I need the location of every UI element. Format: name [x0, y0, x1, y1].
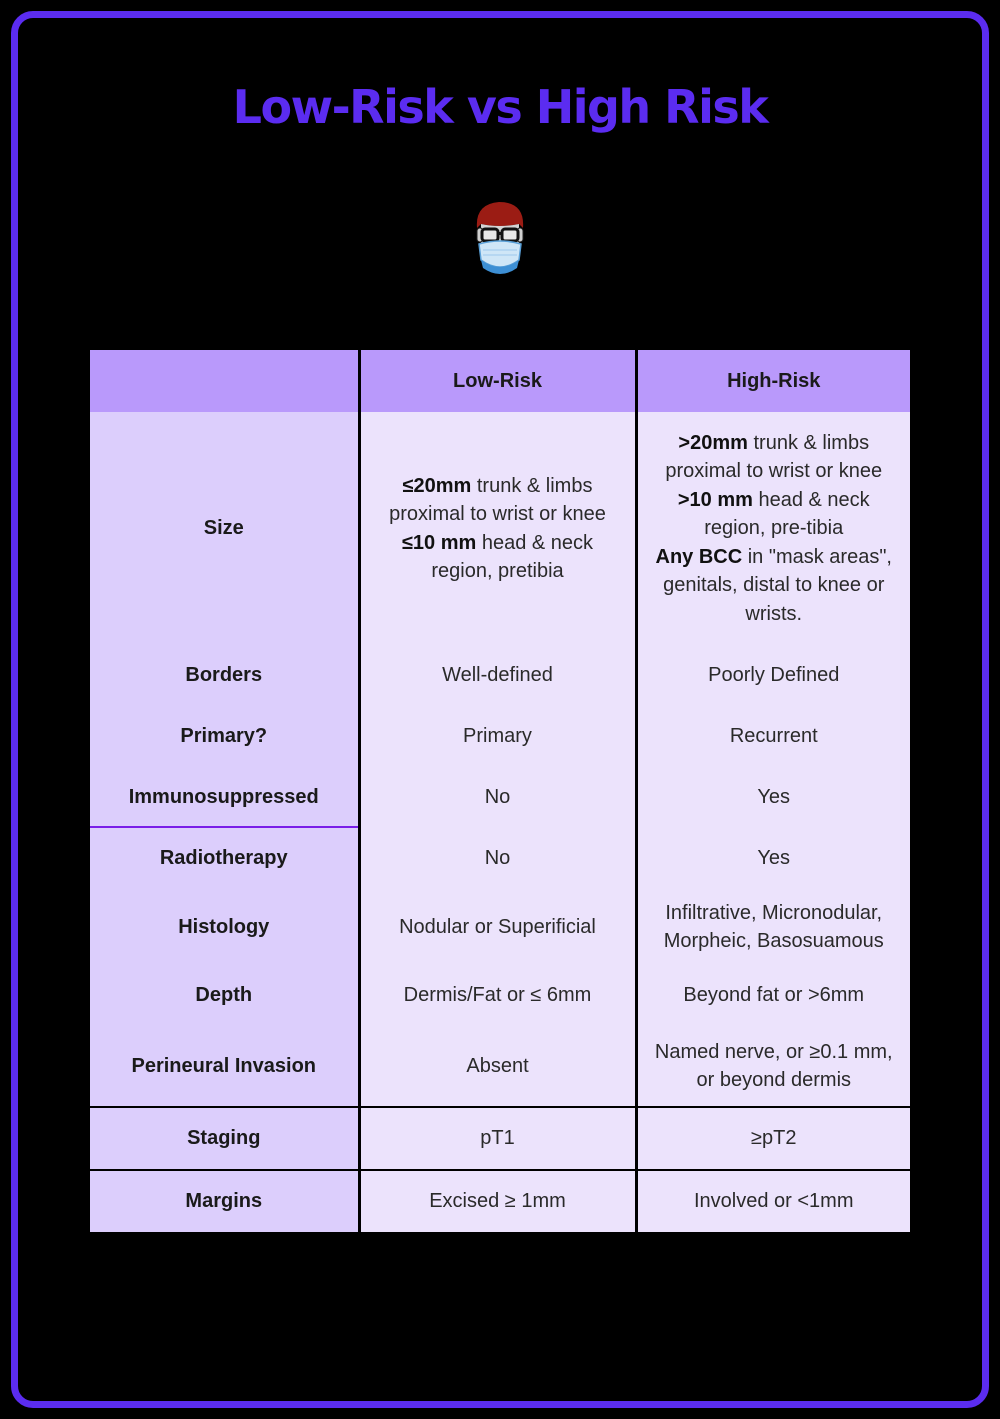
row-label: Histology	[90, 889, 359, 965]
row-label: Staging	[90, 1107, 359, 1170]
bold-criterion: >10 mm	[677, 488, 753, 511]
low-risk-cell: No	[359, 828, 636, 889]
criterion-text: head & neck region, pre-tibia	[704, 488, 870, 540]
table-row-borders	[90, 645, 910, 706]
row-label: Size	[90, 412, 359, 645]
low-risk-cell: Dermis/Fat or ≤ 6mm	[359, 965, 636, 1026]
low-risk-cell: Absent	[359, 1026, 636, 1107]
high-risk-cell: Poorly Defined	[636, 645, 910, 706]
criterion-text: in "mask areas", genitals, distal to knee or wrists.	[663, 545, 892, 625]
table-row-depth	[90, 965, 910, 1026]
row-label: Perineural Invasion	[90, 1026, 359, 1107]
row-label: Depth	[90, 965, 359, 1026]
low-risk-cell: Well-defined	[359, 645, 636, 706]
high-risk-cell: ≥pT2	[636, 1107, 910, 1170]
header-high-risk: High-Risk	[636, 350, 910, 412]
page-title: Low-Risk vs High Risk	[232, 80, 768, 134]
criterion-text: head & neck region, pretibia	[431, 531, 594, 582]
low-risk-cell: No	[359, 767, 636, 828]
low-risk-cell: Nodular or Superificial	[359, 889, 636, 965]
low-risk-cell: pT1	[359, 1107, 636, 1170]
table-row-staging	[90, 1107, 910, 1170]
table-row-size	[90, 412, 910, 645]
row-label: Immunosuppressed	[90, 767, 359, 828]
risk-comparison-table	[90, 350, 910, 1232]
table-header-row	[90, 350, 910, 412]
table-row-perineural-invasion	[90, 1026, 910, 1107]
table-row-immunosuppressed	[90, 767, 910, 828]
table-row-primary	[90, 706, 910, 767]
row-label: Primary?	[90, 706, 359, 767]
table-row-radiotherapy	[90, 828, 910, 889]
bold-criterion: Any BCC	[655, 545, 743, 568]
row-label: Margins	[90, 1170, 359, 1232]
low-risk-cell	[359, 412, 636, 645]
high-risk-cell: Infiltrative, Micronodular, Morpheic, Basosuamous	[636, 889, 910, 965]
high-risk-cell: Involved or <1mm	[636, 1170, 910, 1232]
high-risk-cell	[636, 412, 910, 645]
bold-criterion: ≤10 mm	[401, 531, 477, 554]
header-low-risk: Low-Risk	[359, 350, 636, 412]
bold-criterion: >20mm	[678, 431, 748, 454]
high-risk-cell: Yes	[636, 767, 910, 828]
table-row-margins	[90, 1170, 910, 1232]
row-label: Radiotherapy	[90, 828, 359, 889]
header-empty	[90, 350, 359, 412]
low-risk-cell: Excised ≥ 1mm	[359, 1170, 636, 1232]
doctor-avatar-with-mask-icon	[469, 198, 531, 278]
criterion-text: trunk & limbs proximal to wrist or knee	[389, 474, 606, 525]
high-risk-cell: Named nerve, or ≥0.1 mm, or beyond dermis	[636, 1026, 910, 1107]
bold-criterion: ≤20mm	[402, 474, 472, 497]
high-risk-cell: Beyond fat or >6mm	[636, 965, 910, 1026]
high-risk-cell: Recurrent	[636, 706, 910, 767]
row-label: Borders	[90, 645, 359, 706]
criterion-text: trunk & limbs proximal to wrist or knee	[665, 431, 883, 483]
table-row-histology	[90, 889, 910, 965]
low-risk-cell: Primary	[359, 706, 636, 767]
high-risk-cell: Yes	[636, 828, 910, 889]
